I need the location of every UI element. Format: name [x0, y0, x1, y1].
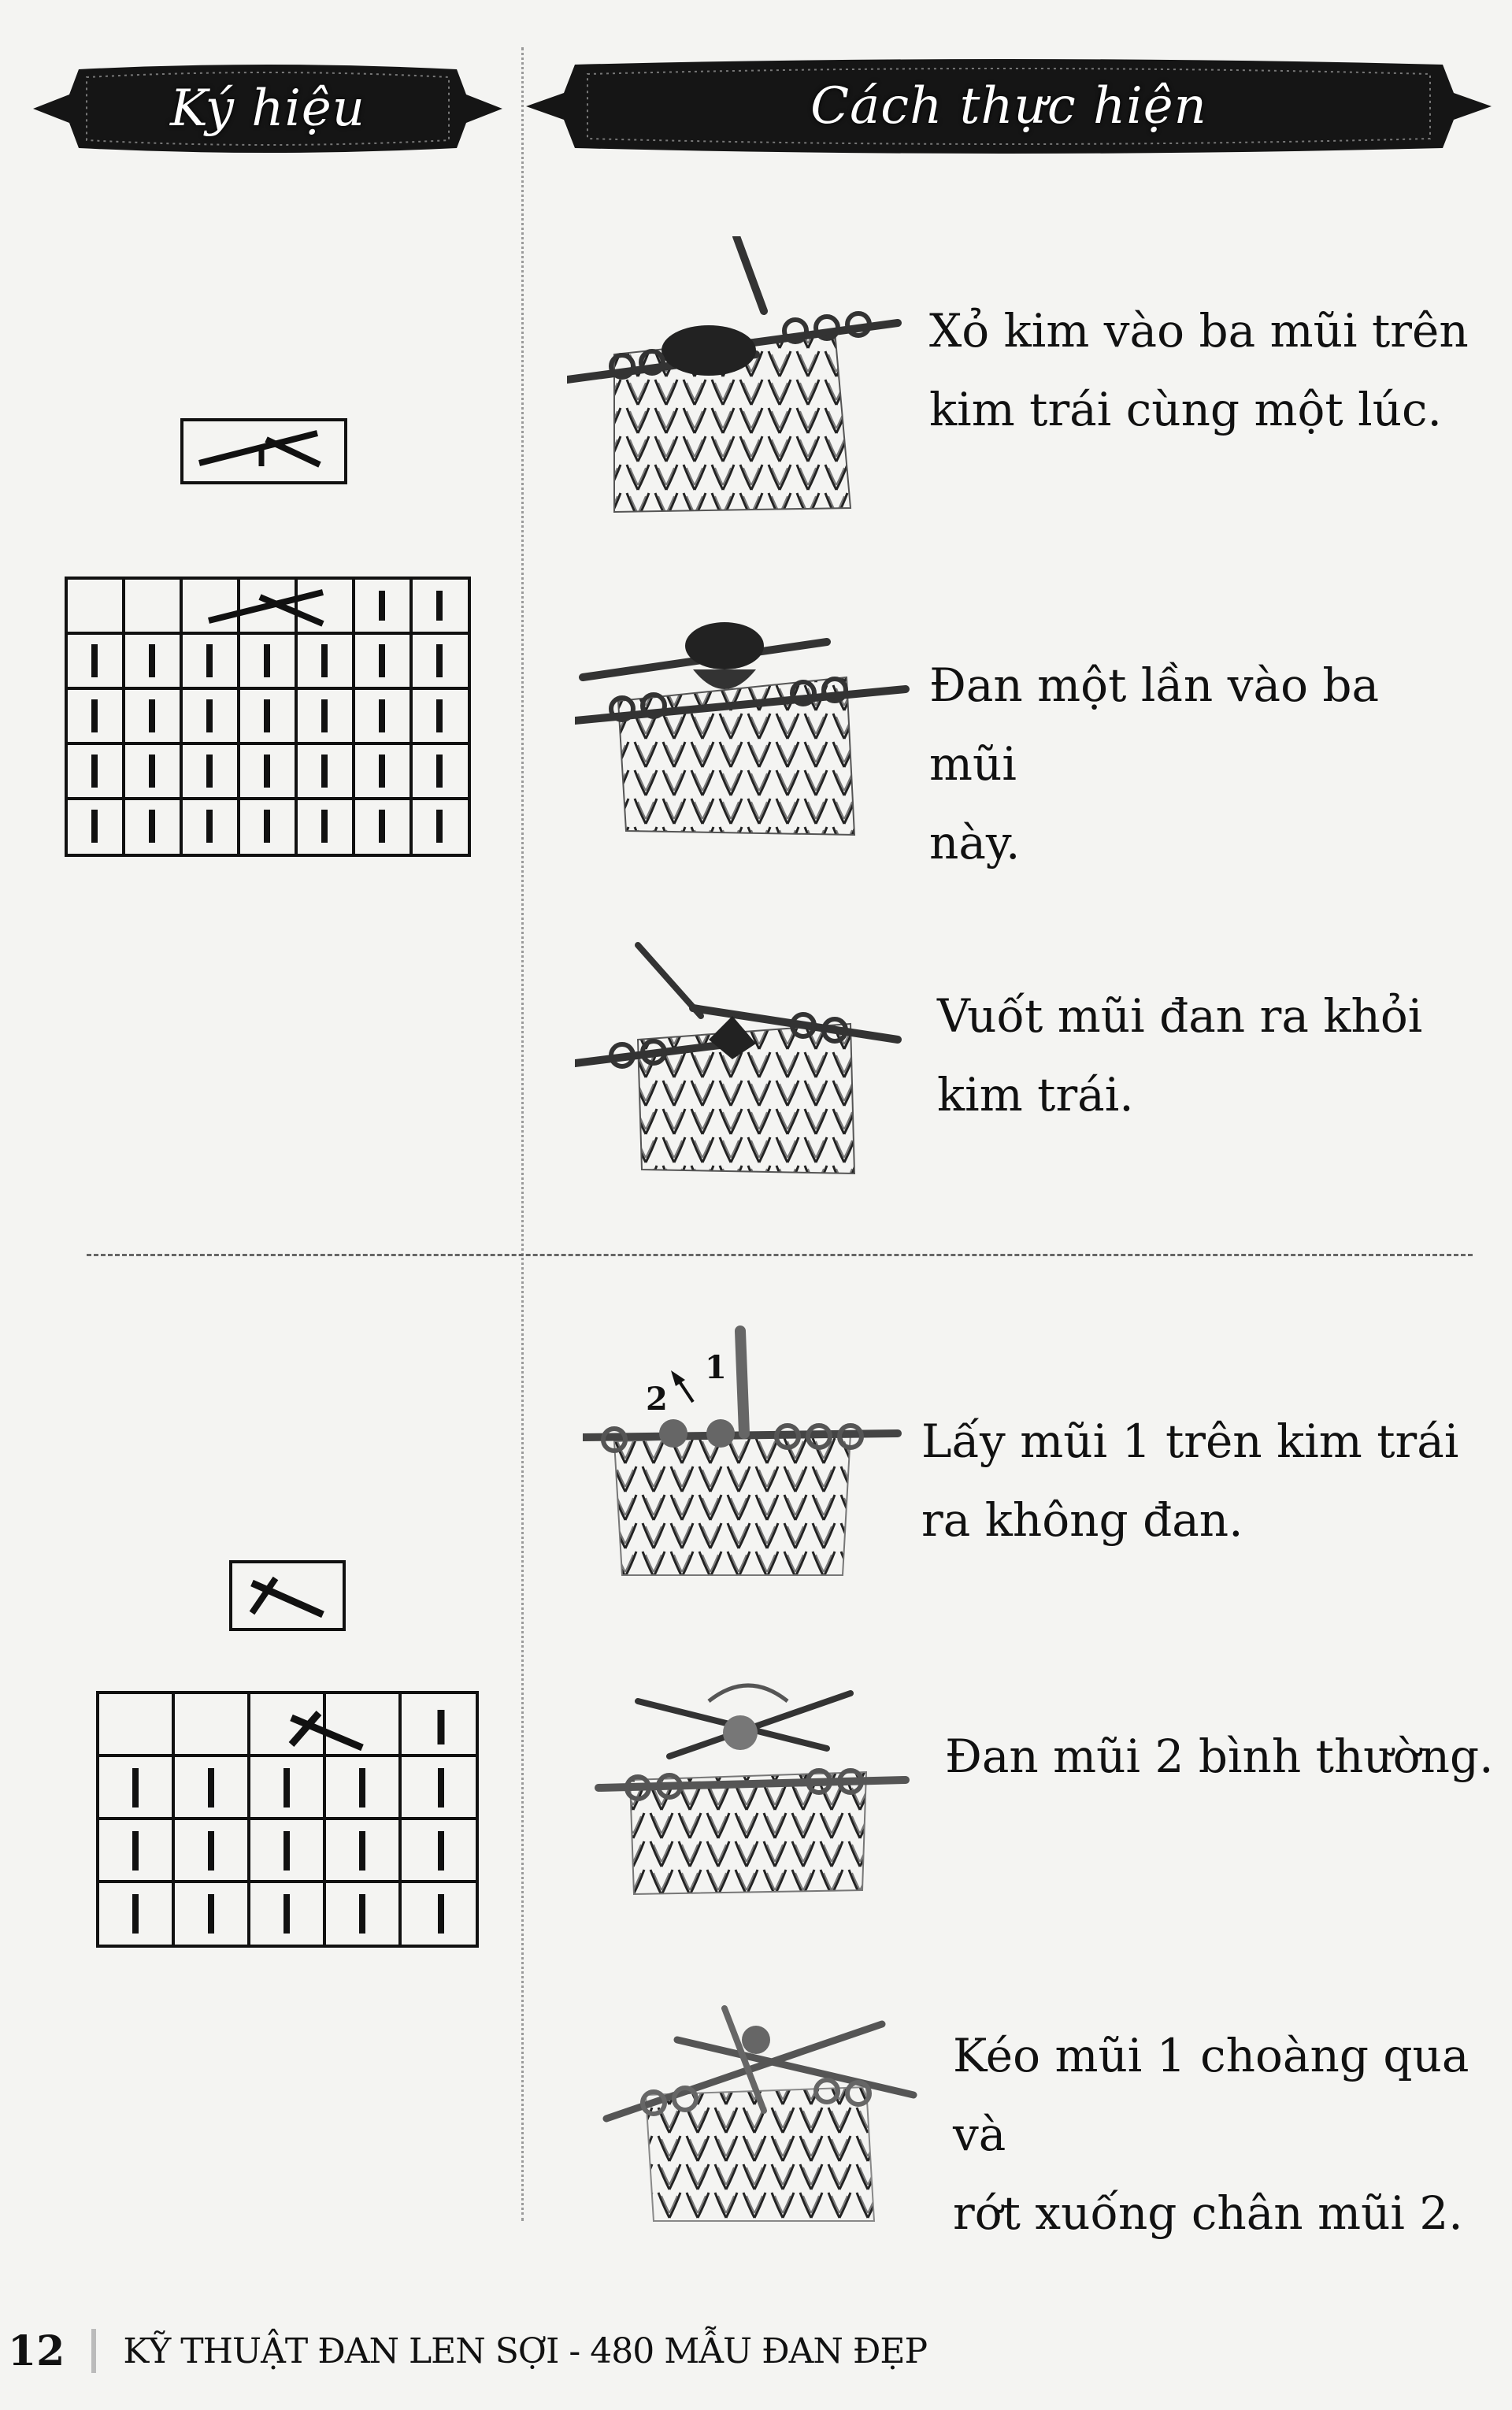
psso-symbol-box	[228, 1559, 346, 1632]
knitting-illustration	[567, 236, 914, 536]
step-instruction: Lấy mũi 1 trên kim trái ra không đan.	[921, 1414, 1459, 1547]
page-footer	[8, 2323, 927, 2378]
symbol-header-banner	[32, 54, 504, 164]
page-number: 12	[8, 2327, 65, 2375]
step-instruction: Đan mũi 2 bình thường.	[945, 1730, 1494, 1783]
knitting-illustration	[598, 1993, 929, 2237]
step-instruction: Xỏ kim vào ba mũi trên kim trái cùng một lúc.	[929, 304, 1469, 436]
step-instruction: Kéo mũi 1 choàng qua và rớt xuống chân mũi 2.	[953, 2029, 1469, 2240]
step-instruction: Vuốt mũi đan ra khỏi kim trái.	[937, 989, 1423, 1122]
knitting-illustration	[575, 937, 921, 1189]
callout-1: 1	[705, 1349, 727, 1386]
symbol-header-title: Ký hiệu	[170, 80, 365, 138]
knitting-illustration	[575, 599, 921, 858]
step-instruction: Đan một lần vào ba mũi này.	[929, 658, 1380, 869]
book-title: KỸ THUẬT ĐAN LEN SỢI - 480 MẪU ĐAN ĐẸP	[123, 2330, 928, 2371]
column-divider	[521, 47, 524, 2221]
method-header-banner	[524, 47, 1493, 165]
footer-separator	[91, 2329, 96, 2373]
knitting-illustration	[583, 1323, 914, 1591]
k3tog-chart	[63, 575, 472, 858]
method-header-title: Cách thực hiện	[810, 77, 1207, 135]
psso-chart	[94, 1689, 480, 1949]
section-divider	[87, 1254, 1473, 1256]
callout-2: 2	[646, 1381, 668, 1418]
k3tog-symbol-box	[180, 417, 348, 485]
knitting-illustration	[591, 1670, 921, 1906]
